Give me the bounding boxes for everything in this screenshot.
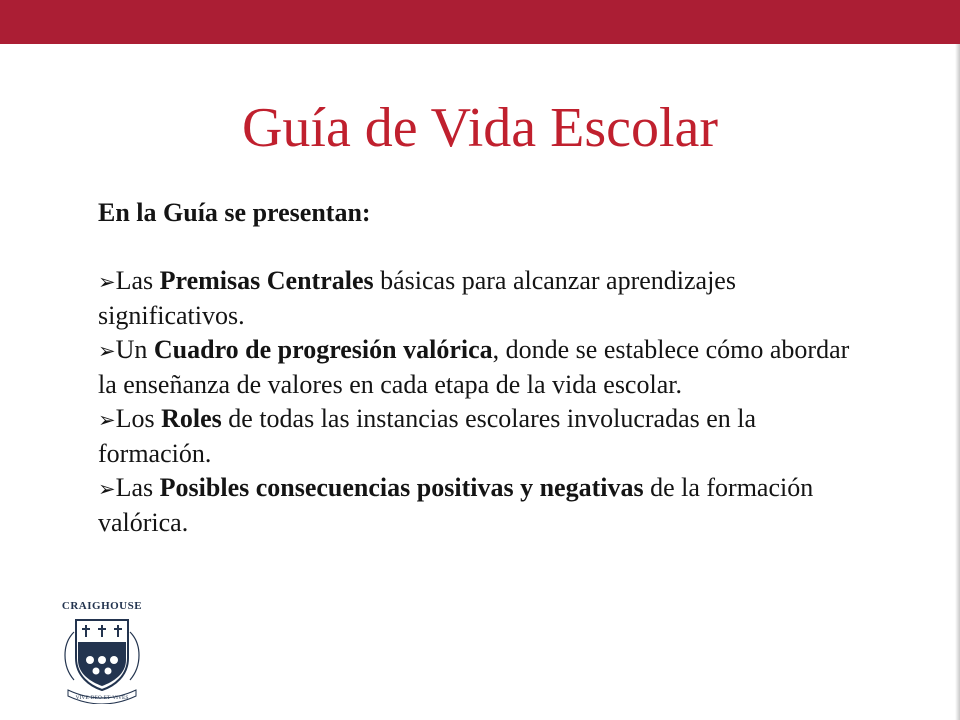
arrow-bullet-icon: ➢ (98, 477, 116, 501)
arrow-bullet-icon: ➢ (98, 408, 116, 432)
slide-title: Guía de Vida Escolar (241, 97, 719, 159)
bullet-consecuencias: ➢Las Posibles consecuencias positivas y negativas de la formación valórica. (98, 473, 814, 537)
arrow-bullet-icon: ➢ (98, 270, 116, 294)
intro-line: En la Guía se presentan: (98, 198, 371, 227)
bullet-premisas: ➢Las Premisas Centrales básicas para alcanzar aprendizajes significativos. (98, 266, 736, 330)
slide-body (98, 196, 868, 540)
logo-motto: VIVE·DEO·ET·VIVES (75, 695, 129, 701)
craighouse-logo (56, 600, 148, 708)
logo-name: CRAIGHOUSE (61, 600, 143, 612)
crest-icon (56, 614, 148, 704)
bullet-cuadro: ➢Un Cuadro de progresión valórica, donde se establece cómo abordar la enseñanza de valores en cada etapa de la vida escolar. (98, 335, 850, 399)
bullet-roles: ➢Los Roles de todas las instancias escolares involucradas en la formación. (98, 404, 757, 468)
top-color-band (0, 0, 960, 44)
arrow-bullet-icon: ➢ (98, 339, 116, 363)
